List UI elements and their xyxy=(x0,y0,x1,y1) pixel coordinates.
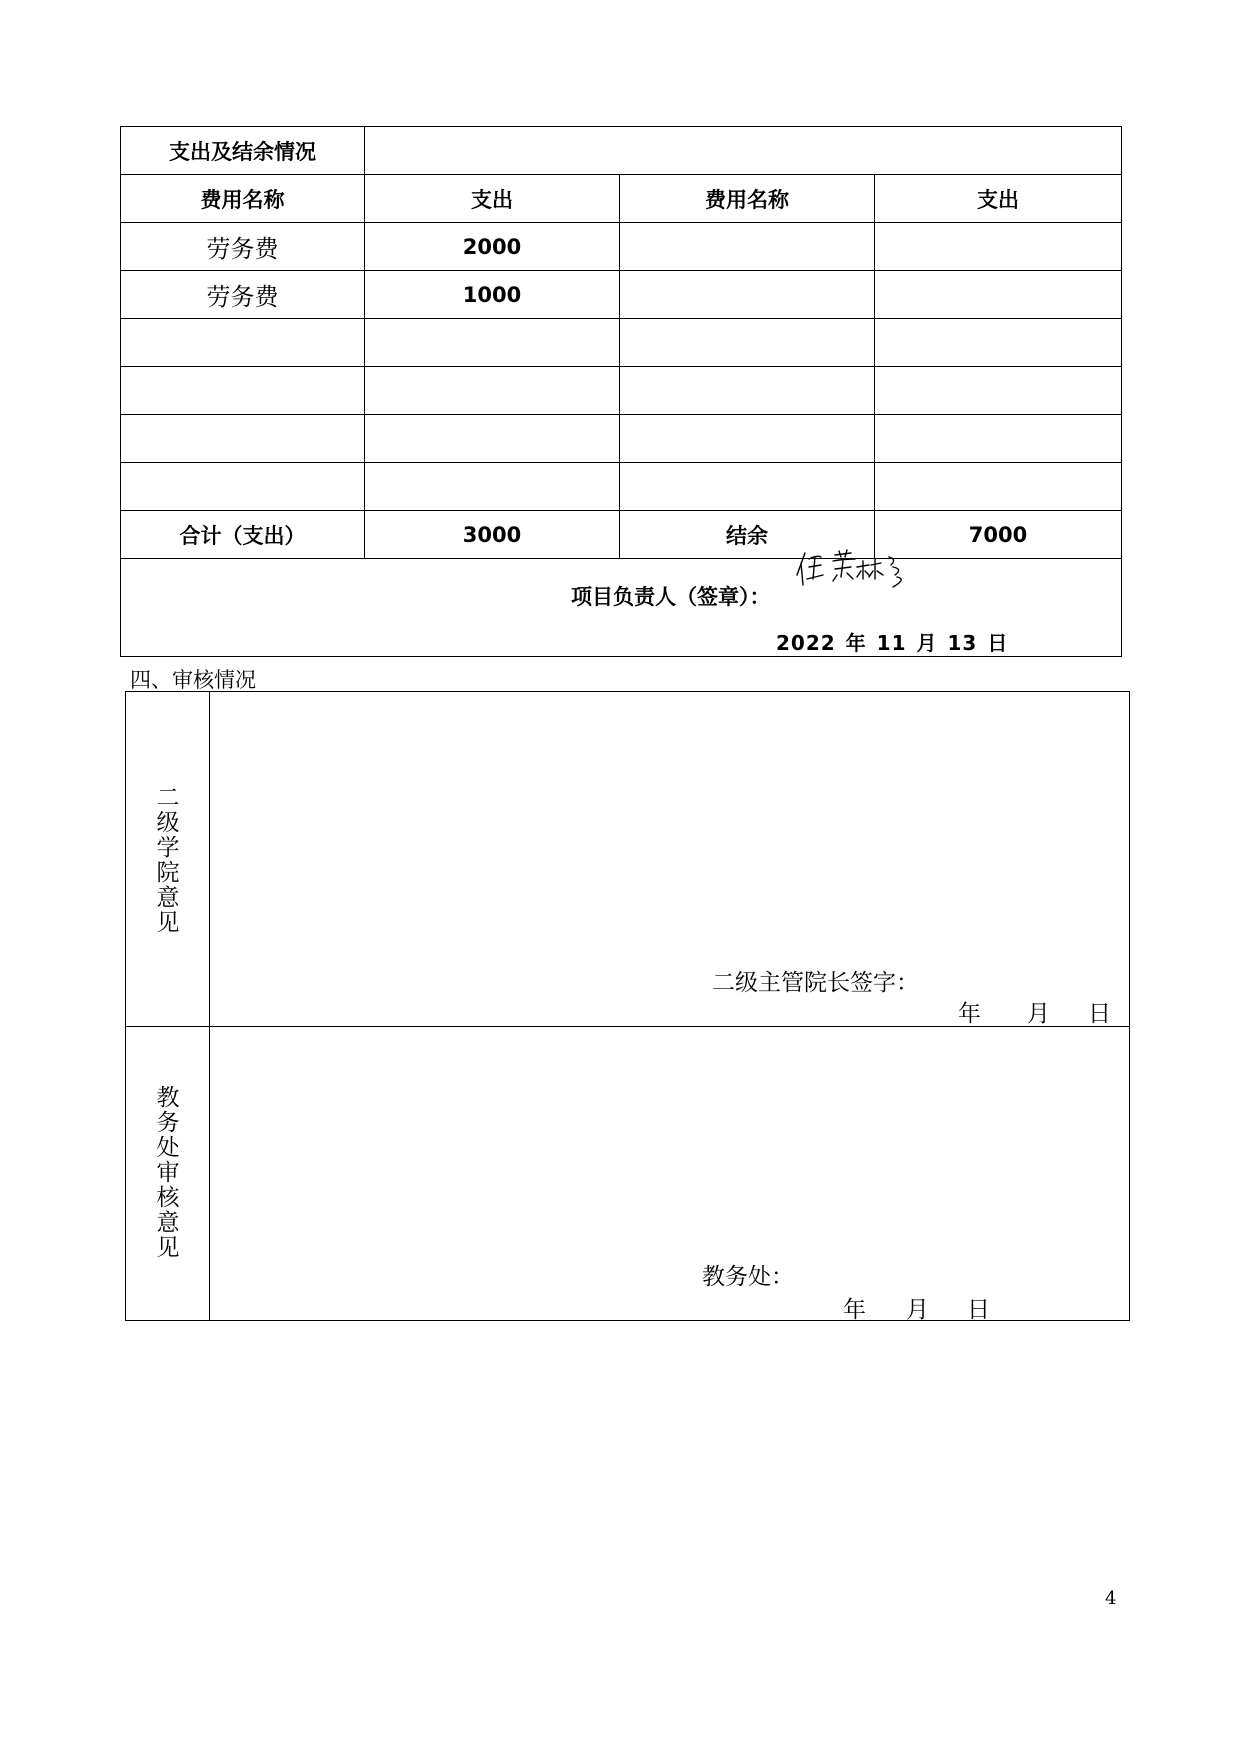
fee-name-cell xyxy=(121,463,365,511)
review-table xyxy=(125,691,1130,1321)
academic-affairs-row xyxy=(126,1027,1130,1321)
sign-date-day-unit: 日 xyxy=(987,631,1009,655)
college-opinion-cell xyxy=(210,692,1130,1027)
total-label: 合计（支出） xyxy=(121,511,365,559)
fee-name-cell xyxy=(121,319,365,367)
academic-affairs-opinion-cell xyxy=(210,1027,1130,1321)
academic-affairs-sign-label: 教务处： xyxy=(702,1264,794,1290)
college-sign-label: 二级主管院长签字： xyxy=(712,970,919,996)
college-sign-date xyxy=(958,995,1111,1028)
page-number: 4 xyxy=(1105,1588,1117,1609)
section-label: 支出及结余情况 xyxy=(121,127,365,175)
table-row xyxy=(121,463,1122,511)
total-row xyxy=(121,511,1122,559)
table-row xyxy=(121,367,1122,415)
signature-row xyxy=(121,559,1122,657)
expense-cell xyxy=(365,463,620,511)
table-row xyxy=(121,319,1122,367)
header-expense-1: 支出 xyxy=(365,175,620,223)
academic-affairs-label-cell xyxy=(126,1027,210,1321)
project-leader-label: 项目负责人（签章）： xyxy=(571,585,771,609)
sign-date xyxy=(776,627,1018,656)
aa-date-month: 月 xyxy=(906,1297,929,1323)
fee-name-cell xyxy=(620,271,875,319)
fee-name-cell: 劳务费 xyxy=(121,271,365,319)
signature-cell xyxy=(121,559,1122,657)
table-row xyxy=(121,271,1122,319)
expense-cell xyxy=(875,415,1122,463)
academic-affairs-sign-date xyxy=(843,1291,990,1324)
section-label-blank xyxy=(365,127,1122,175)
college-date-day: 日 xyxy=(1088,1001,1111,1027)
section-label-row xyxy=(121,127,1122,175)
expense-cell xyxy=(875,271,1122,319)
college-opinion-label-text: 二级学院意见 xyxy=(156,785,180,936)
total-value: 3000 xyxy=(365,511,620,559)
fee-name-cell xyxy=(620,367,875,415)
fee-name-cell xyxy=(121,367,365,415)
academic-affairs-opinion-label xyxy=(126,1086,210,1261)
fee-name-cell xyxy=(620,415,875,463)
sign-date-year: 2022 xyxy=(776,631,836,655)
college-opinion-label xyxy=(126,786,210,936)
college-date-month: 月 xyxy=(1027,1001,1050,1027)
handwritten-signature xyxy=(791,545,921,595)
college-label-cell xyxy=(126,692,210,1027)
table-row xyxy=(121,415,1122,463)
balance-value: 7000 xyxy=(875,511,1122,559)
fee-name-cell: 劳务费 xyxy=(121,223,365,271)
college-date-year: 年 xyxy=(958,1001,981,1027)
header-fee-name-1: 费用名称 xyxy=(121,175,365,223)
expense-cell xyxy=(875,319,1122,367)
fee-name-cell xyxy=(121,415,365,463)
table-row xyxy=(121,223,1122,271)
fee-name-cell xyxy=(620,319,875,367)
college-opinion-row xyxy=(126,692,1130,1027)
sign-date-month-unit: 月 xyxy=(916,631,938,655)
sign-date-year-unit: 年 xyxy=(845,631,867,655)
header-fee-name-2: 费用名称 xyxy=(620,175,875,223)
sign-date-day: 13 xyxy=(947,631,978,655)
header-row xyxy=(121,175,1122,223)
balance-label: 结余 xyxy=(620,511,875,559)
sign-date-month: 11 xyxy=(876,631,907,655)
expense-table xyxy=(120,126,1122,657)
expense-cell xyxy=(875,367,1122,415)
header-expense-2: 支出 xyxy=(875,175,1122,223)
aa-date-day: 日 xyxy=(967,1297,990,1323)
fee-name-cell xyxy=(620,223,875,271)
expense-cell xyxy=(875,223,1122,271)
expense-cell xyxy=(365,367,620,415)
expense-cell: 2000 xyxy=(365,223,620,271)
expense-cell: 1000 xyxy=(365,271,620,319)
aa-date-year: 年 xyxy=(843,1297,866,1323)
fee-name-cell xyxy=(620,463,875,511)
expense-cell xyxy=(365,415,620,463)
review-section-heading: 四、审核情况 xyxy=(130,668,256,692)
academic-affairs-label-text: 教务处审核意见 xyxy=(156,1085,180,1261)
expense-cell xyxy=(365,319,620,367)
expense-cell xyxy=(875,463,1122,511)
